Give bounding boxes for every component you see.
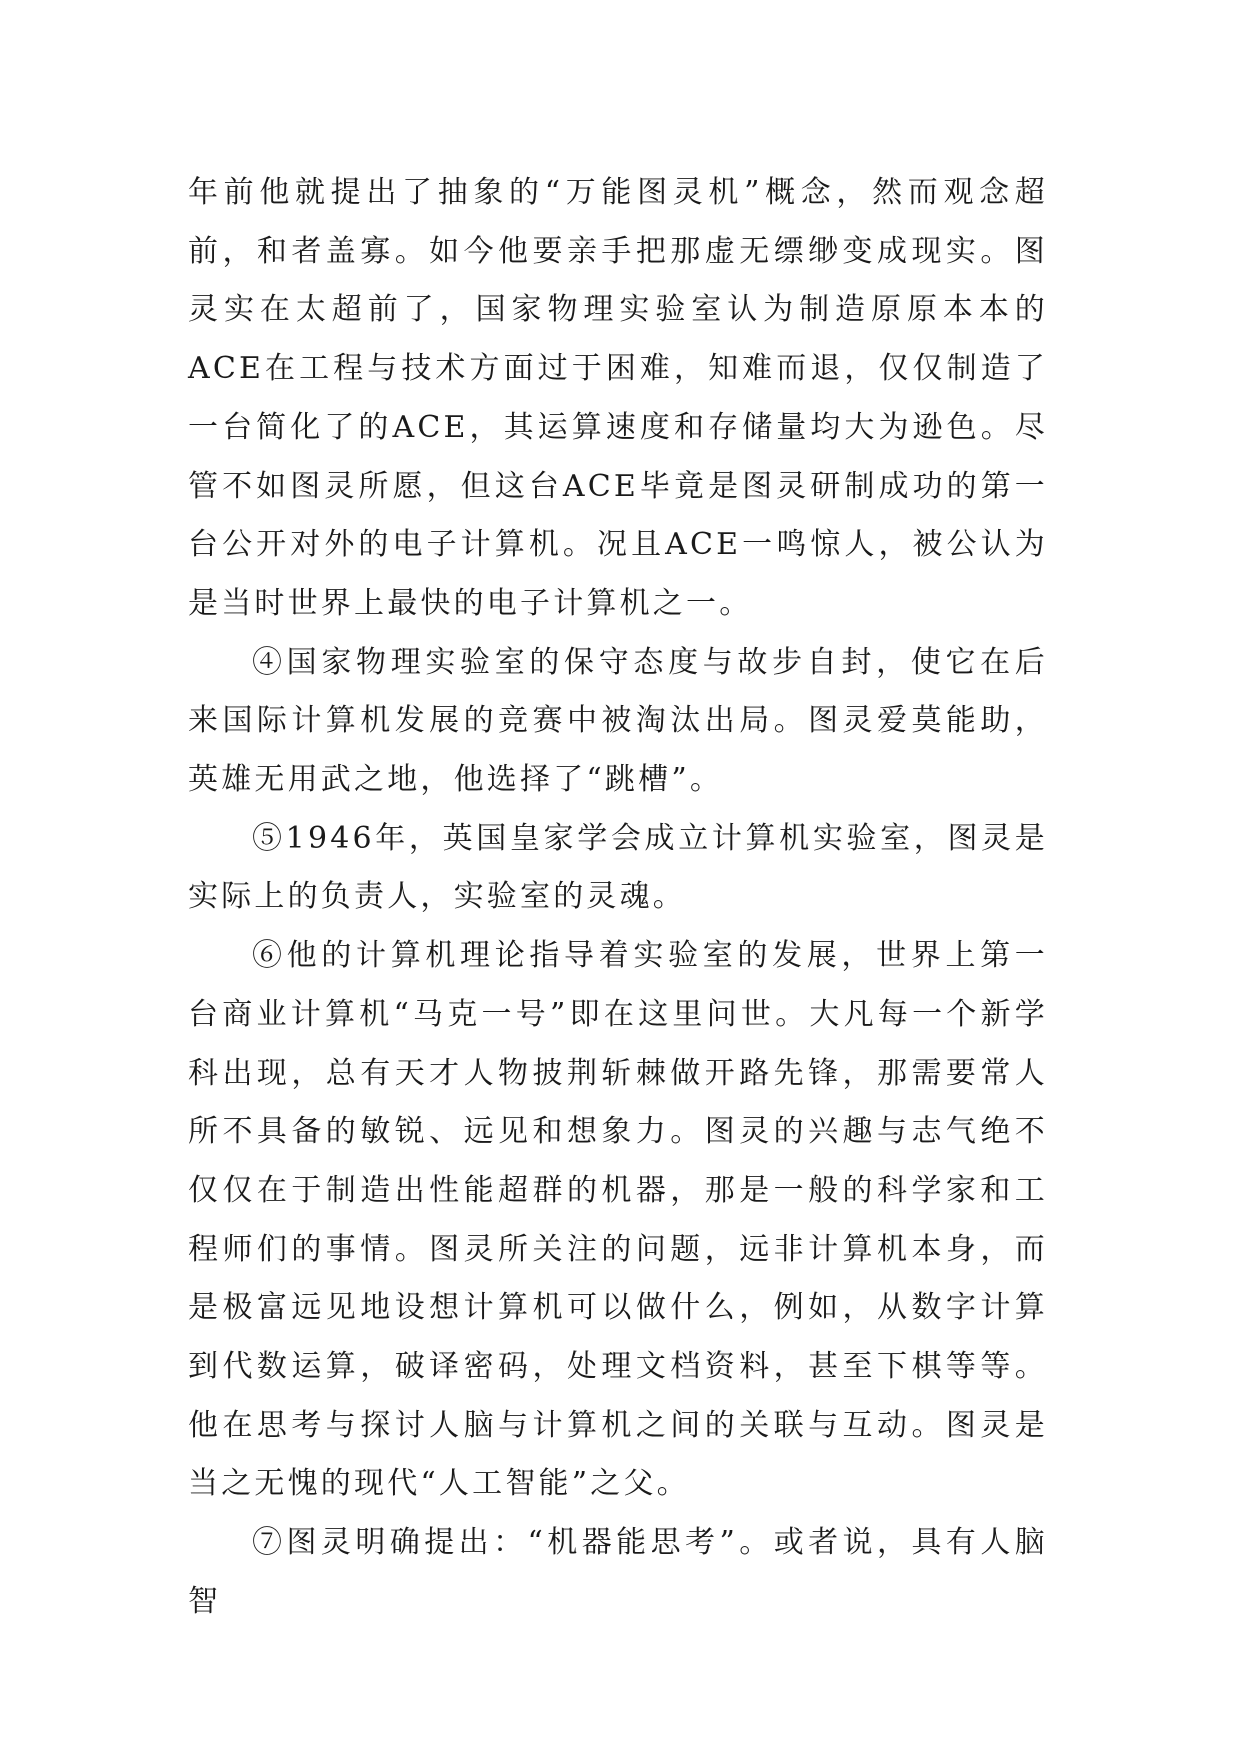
paragraph-5: ⑤1946年，英国皇家学会成立计算机实验室，图灵是实际上的负责人，实验室的灵魂。: [188, 820, 1048, 915]
paragraph-6: ⑥他的计算机理论指导着实验室的发展，世界上第一台商业计算机“马克一号”即在这里问世。大凡每一个新学科出现，总有天才人物披荆斩棘做开路先锋，那需要常人所不具备的敏锐、远见和想象力。图灵的兴趣与志气绝不仅仅在于制造出性能超群的机器，那是一般的科学家和工程师们的事情。图灵所关注的问题，远非计算机本身，而是极富远见地设想计算机可以做什么，例如，从数字计算到代数运算，破译密码，处理文档资料，甚至下棋等等。他在思考与探讨人脑与计算机之间的关联与互动。图灵是当之无愧的现代“人工智能”之父。: [188, 938, 1048, 1502]
paragraph-7: ⑦图灵明确提出：“机器能思考”。或者说，具有人脑智: [188, 1525, 1048, 1619]
paragraph-continued: 年前他就提出了抽象的“万能图灵机”概念，然而观念超前，和者盖寡。如今他要亲手把那虚无缥缈变成现实。图灵实在太超前了，国家物理实验室认为制造原原本本的ACE在工程与技术方面过于困难，知难而退，仅仅制造了一台简化了的ACE，其运算速度和存储量均大为逊色。尽管不如图灵所愿，但这台ACE毕竟是图灵研制成功的第一台公开对外的电子计算机。况且ACE一鸣惊人，被公认为是当时世界上最快的电子计算机之一。: [188, 175, 1048, 621]
paragraph-4: ④国家物理实验室的保守态度与故步自封，使它在后来国际计算机发展的竞赛中被淘汰出局。图灵爱莫能助，英雄无用武之地，他选择了“跳槽”。: [188, 644, 1048, 798]
body-text: [188, 164, 1048, 1632]
